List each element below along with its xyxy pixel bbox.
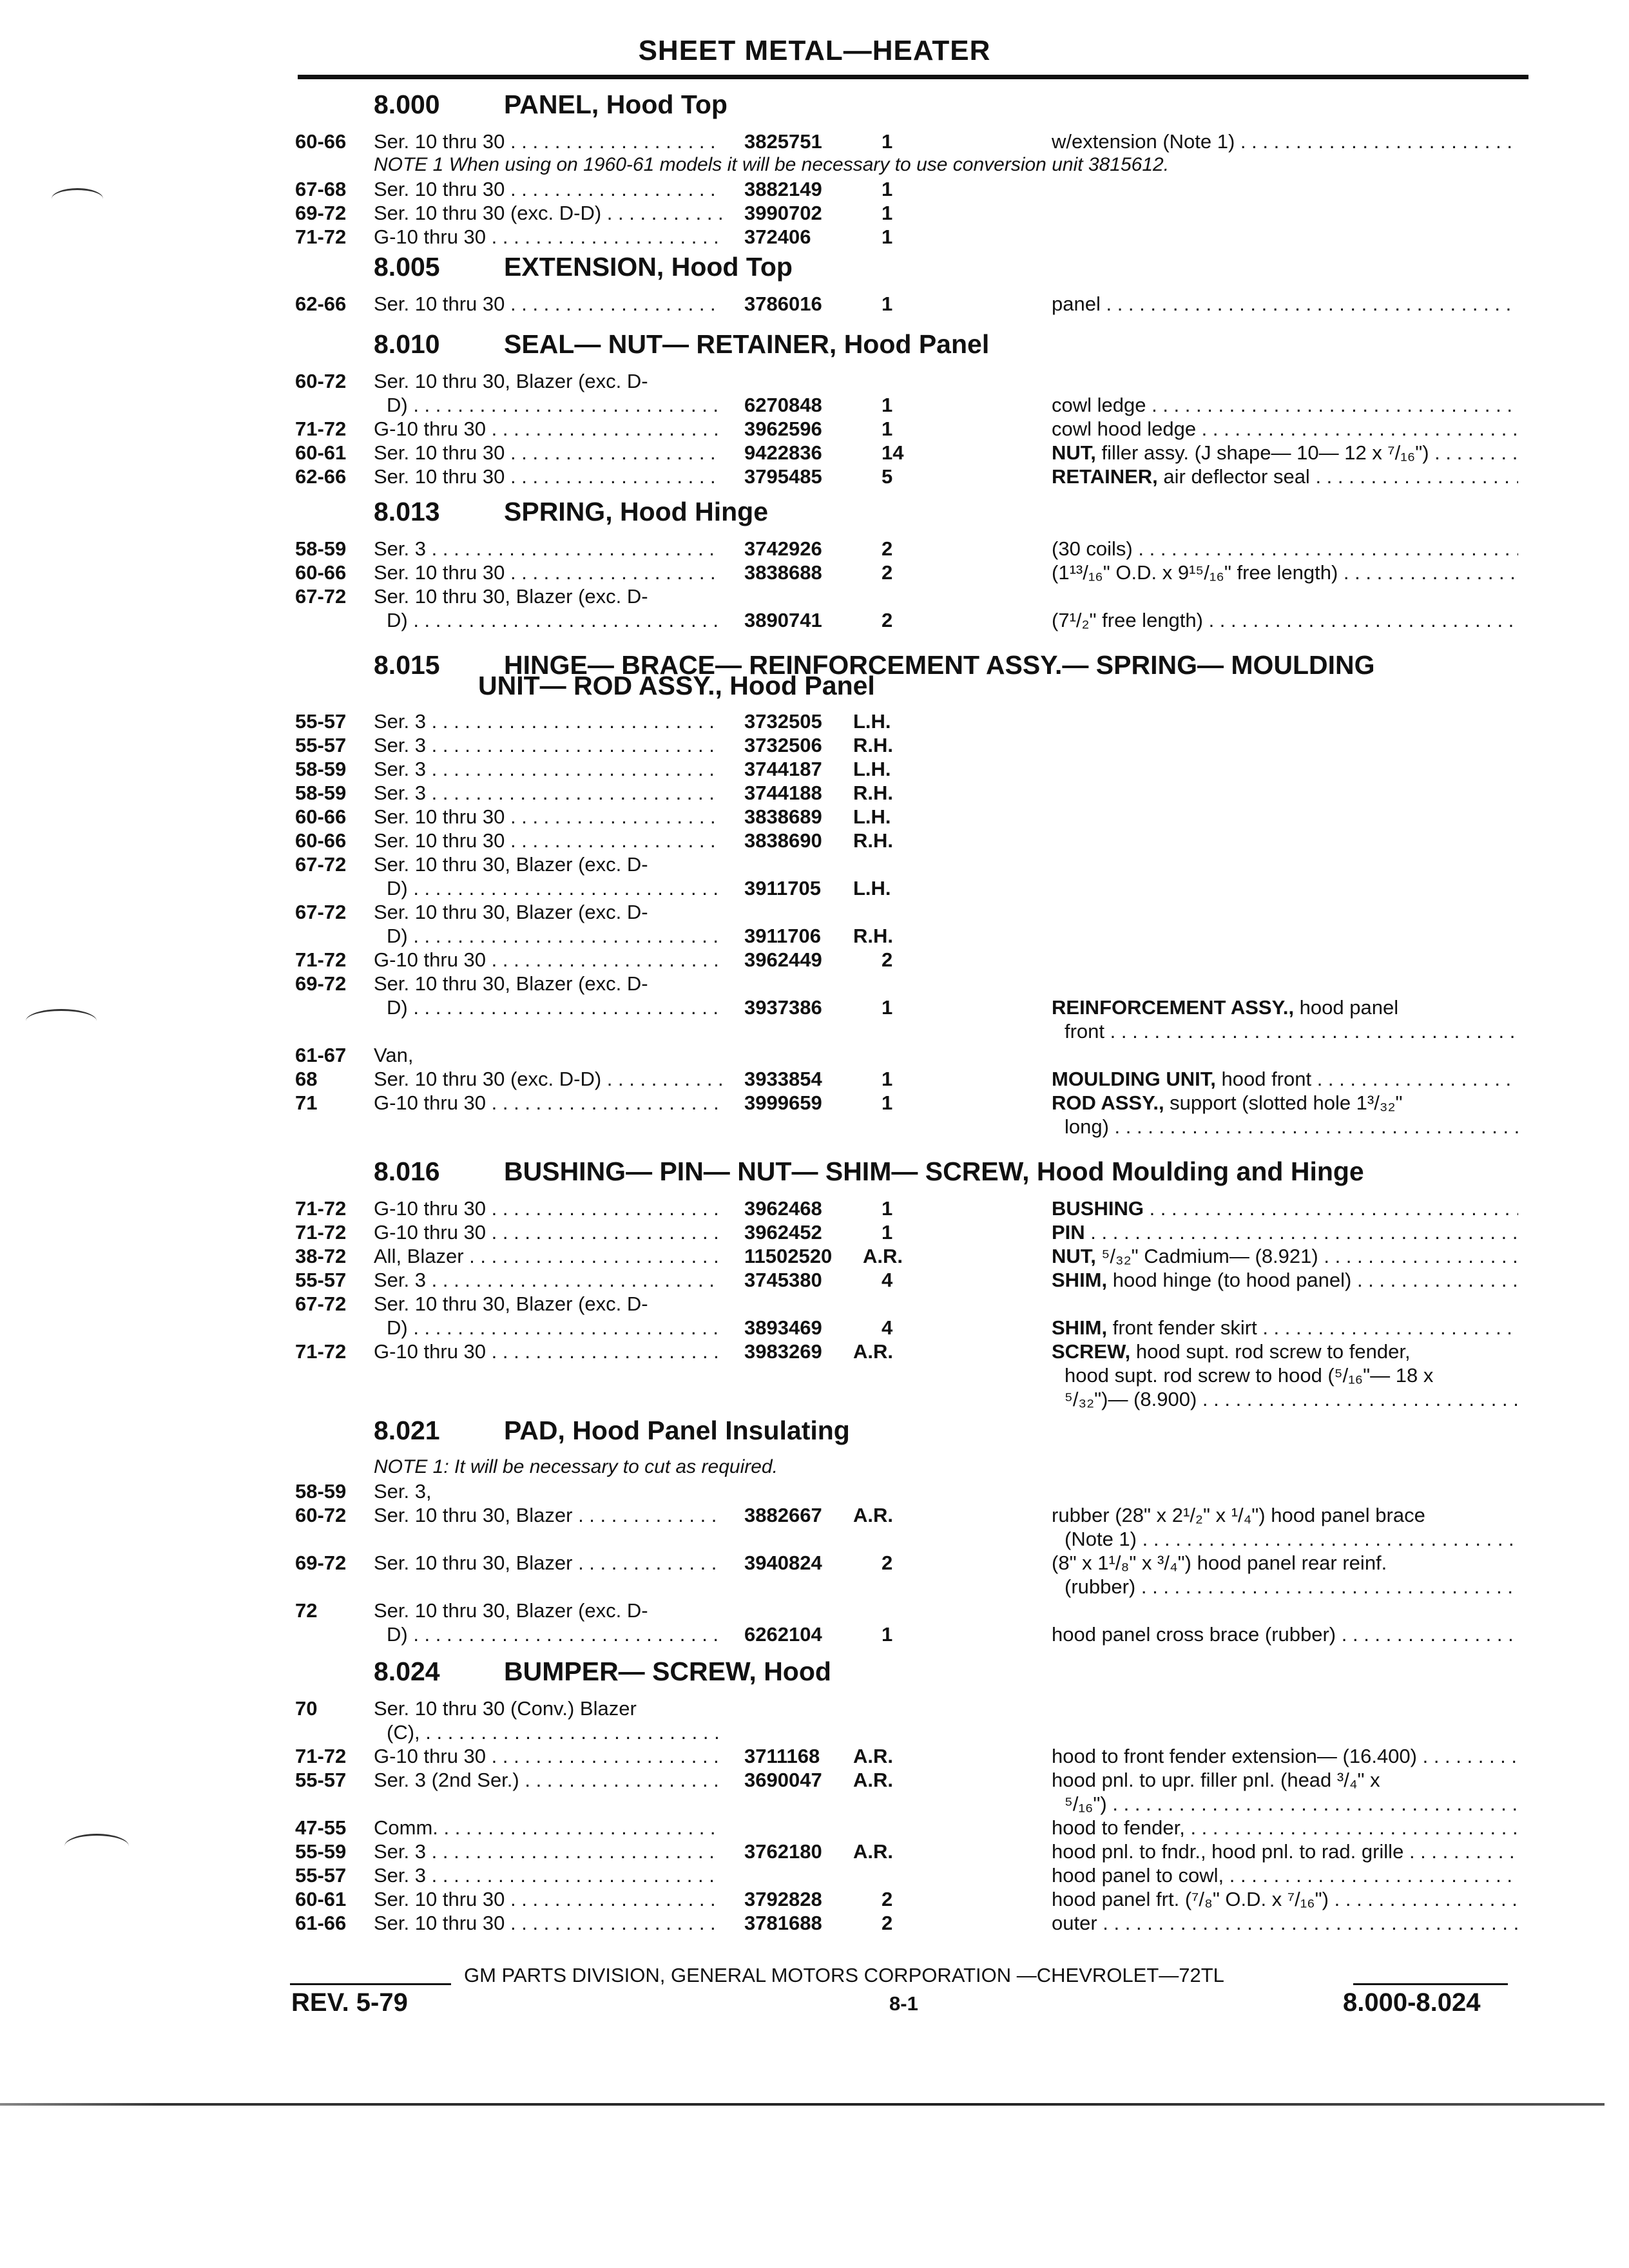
section-title: PAD, Hood Panel Insulating	[504, 1416, 850, 1445]
remarks	[1052, 1504, 1518, 1527]
part-number: 3744188	[744, 782, 822, 804]
model-years: 67-72	[295, 1293, 347, 1315]
quantity: 14	[882, 441, 904, 464]
remarks-keyword: BUSHING	[1052, 1197, 1144, 1220]
part-number: 3933854	[744, 1068, 822, 1090]
part-number: 3732506	[744, 734, 822, 756]
sheet-title: SHEET METAL—HEATER	[638, 35, 991, 66]
revision-label: REV. 5-79	[291, 1988, 408, 2017]
section-number: 8.016	[374, 1157, 440, 1186]
remarks	[1052, 1245, 1518, 1268]
remarks-text: outer	[1052, 1912, 1097, 1934]
model-years: 55-57	[295, 710, 347, 733]
remarks	[1052, 1888, 1518, 1911]
section-range: 8.000-8.024	[1343, 1988, 1481, 2017]
model-years: 55-57	[295, 734, 347, 756]
part-number: 3732505	[744, 710, 822, 733]
model-description-cont: D) . . .	[387, 925, 722, 948]
part-number: 3838690	[744, 829, 822, 852]
margin-mark	[52, 188, 103, 209]
remarks	[1052, 1745, 1518, 1768]
part-number: 3983269	[744, 1340, 822, 1363]
remarks-text: hood panel to cowl,	[1052, 1864, 1224, 1887]
remarks-text: air deflector seal	[1157, 465, 1310, 488]
model-years: 67-72	[295, 901, 347, 923]
page-number: 8-1	[889, 1992, 918, 2015]
model-description: Ser. 3,	[374, 1480, 432, 1503]
model-years: 55-57	[295, 1769, 347, 1791]
part-number: 3882149	[744, 178, 822, 200]
part-number: 3742926	[744, 537, 822, 560]
section-title: BUMPER— SCREW, Hood	[504, 1657, 831, 1686]
model-description: Ser. 10 thru 30, Blazer (exc. D-	[374, 853, 648, 876]
part-number: 3786016	[744, 293, 822, 315]
model-years: 71	[295, 1091, 318, 1114]
remarks-text: filler assy. (J shape— 10— 12 x ⁷/₁₆")	[1095, 441, 1429, 464]
model-years: 38-72	[295, 1245, 347, 1267]
quantity: A.R.	[853, 1769, 893, 1791]
part-number: 6270848	[744, 394, 822, 416]
model-description-cont: D) . . .	[387, 609, 722, 632]
remarks-text: (30 coils)	[1052, 537, 1133, 560]
remarks	[1052, 1864, 1518, 1887]
remarks-text: hood panel frt. (⁷/₈" O.D. x ⁷/₁₆")	[1052, 1888, 1329, 1910]
remarks-cont: (rubber) . . .	[1065, 1575, 1518, 1599]
model-description: G-10 thru 30 . . .	[374, 226, 722, 249]
remarks-cont: ⁵/₁₆") . . .	[1065, 1792, 1518, 1816]
remarks	[1052, 1623, 1518, 1646]
part-number: 3962449	[744, 948, 822, 971]
remarks	[1052, 996, 1518, 1019]
quantity: 1	[882, 1623, 893, 1646]
section-title: PANEL, Hood Top	[504, 90, 728, 119]
model-description-cont: D) . . .	[387, 877, 722, 900]
quantity: L.H.	[853, 710, 891, 733]
model-description: All, Blazer . . .	[374, 1245, 722, 1268]
model-years: 60-61	[295, 441, 347, 464]
model-description: Ser. 3 . . .	[374, 1840, 722, 1863]
part-number: 3893469	[744, 1316, 822, 1339]
remarks	[1052, 1221, 1518, 1244]
model-description: Ser. 10 thru 30 . . .	[374, 441, 722, 465]
remarks-text: hood to fender,	[1052, 1816, 1185, 1839]
quantity: 2	[882, 537, 893, 560]
model-years: 60-66	[295, 805, 347, 828]
quantity: R.H.	[853, 925, 893, 947]
quantity: R.H.	[853, 734, 893, 756]
section-title: HINGE— BRACE— REINFORCEMENT ASSY.— SPRING— MOULDING	[504, 650, 1375, 680]
quantity: L.H.	[853, 805, 891, 828]
part-number: 3911705	[744, 877, 821, 899]
model-description: Ser. 10 thru 30 (exc. D-D) . . .	[374, 202, 722, 225]
remarks	[1052, 1197, 1518, 1220]
model-description: Ser. 10 thru 30, Blazer (exc. D-	[374, 585, 648, 608]
section-note: NOTE 1: It will be necessary to cut as required.	[374, 1456, 778, 1477]
part-number: 3990702	[744, 202, 822, 224]
model-years: 71-72	[295, 948, 347, 971]
model-description: Ser. 10 thru 30 . . .	[374, 293, 722, 316]
model-years: 60-72	[295, 1504, 347, 1526]
section-number: 8.010	[374, 329, 440, 359]
quantity: 1	[882, 996, 893, 1019]
bottom-rule	[0, 2103, 1605, 2106]
part-number: 3882667	[744, 1504, 822, 1526]
model-years: 71-72	[295, 418, 347, 440]
model-description: Ser. 3 . . .	[374, 710, 722, 733]
model-description: Ser. 10 thru 30, Blazer (exc. D-	[374, 1293, 648, 1315]
model-years: 55-57	[295, 1269, 347, 1291]
remarks-text: panel	[1052, 293, 1101, 315]
model-description: G-10 thru 30 . . .	[374, 1091, 722, 1115]
remarks	[1052, 1316, 1518, 1340]
quantity: 1	[882, 178, 893, 200]
part-number: 3940824	[744, 1552, 822, 1574]
section-number: 8.000	[374, 90, 440, 119]
model-description: Ser. 10 thru 30 (exc. D-D) . . .	[374, 1068, 722, 1091]
part-number: 3781688	[744, 1912, 822, 1934]
remarks	[1052, 1340, 1518, 1363]
model-description: Ser. 10 thru 30 . . .	[374, 805, 722, 829]
part-number: 3825751	[744, 130, 822, 153]
model-years: 69-72	[295, 1552, 347, 1574]
remarks-keyword: REINFORCEMENT ASSY.,	[1052, 996, 1295, 1019]
quantity: 2	[882, 1912, 893, 1934]
quantity: 2	[882, 1552, 893, 1574]
remarks	[1052, 561, 1518, 584]
model-years: 72	[295, 1599, 318, 1622]
remarks	[1052, 465, 1518, 488]
quantity: A.R.	[853, 1504, 893, 1526]
section-title: SEAL— NUT— RETAINER, Hood Panel	[504, 329, 990, 359]
remarks-text: (8" x 1¹/₈" x ³/₄") hood panel rear reinf.	[1052, 1552, 1387, 1574]
margin-mark	[64, 1834, 129, 1859]
model-description: Ser. 3 . . .	[374, 758, 722, 781]
model-years: 58-59	[295, 1480, 347, 1503]
model-description: Ser. 3 (2nd Ser.) . . .	[374, 1769, 722, 1792]
model-description-cont: D) . . .	[387, 394, 722, 417]
model-years: 69-72	[295, 202, 347, 224]
quantity: 1	[882, 130, 893, 153]
part-number: 3745380	[744, 1269, 822, 1291]
model-description: Ser. 3 . . .	[374, 1864, 722, 1887]
model-years: 55-59	[295, 1840, 347, 1863]
part-number: 3711168	[744, 1745, 820, 1767]
remarks-keyword: SHIM,	[1052, 1316, 1108, 1339]
remarks	[1052, 1769, 1518, 1792]
remarks-keyword: RETAINER,	[1052, 465, 1158, 488]
model-description: Ser. 10 thru 30, Blazer (exc. D-	[374, 1599, 648, 1622]
quantity: 2	[882, 561, 893, 584]
model-description: G-10 thru 30 . . .	[374, 1197, 722, 1220]
quantity: 1	[882, 1221, 893, 1244]
quantity: 1	[882, 1091, 893, 1114]
quantity: 2	[882, 948, 893, 971]
model-description: G-10 thru 30 . . .	[374, 1221, 722, 1244]
section-title: EXTENSION, Hood Top	[504, 252, 793, 282]
quantity: A.R.	[863, 1245, 903, 1267]
model-description-cont: (C), . . .	[387, 1721, 722, 1744]
model-description: G-10 thru 30 . . .	[374, 1340, 722, 1363]
remarks-text: support (slotted hole 1³/₃₂"	[1164, 1091, 1403, 1114]
model-description: Ser. 10 thru 30 . . .	[374, 829, 722, 852]
model-years: 67-68	[295, 178, 347, 200]
quantity: 2	[882, 609, 893, 631]
quantity: R.H.	[853, 829, 893, 852]
model-description: Ser. 3 . . .	[374, 537, 722, 561]
remarks	[1052, 1840, 1518, 1863]
section-number: 8.005	[374, 252, 440, 282]
remarks-text: ⁵/₃₂" Cadmium— (8.921)	[1095, 1245, 1318, 1267]
remarks-keyword: ROD ASSY.,	[1052, 1091, 1164, 1114]
part-number: 3838688	[744, 561, 822, 584]
remarks-text: cowl ledge	[1052, 394, 1146, 416]
model-description: Ser. 10 thru 30 . . .	[374, 1888, 722, 1911]
remarks-cont: front . . .	[1065, 1020, 1518, 1043]
model-description-cont: D) . . .	[387, 996, 722, 1019]
model-years: 62-66	[295, 465, 347, 488]
model-description-cont: D) . . .	[387, 1623, 722, 1646]
model-description: Ser. 3 . . .	[374, 734, 722, 757]
model-years: 58-59	[295, 758, 347, 780]
remarks-cont: long) . . .	[1065, 1115, 1518, 1139]
remarks-text: hood supt. rod screw to fender,	[1130, 1340, 1411, 1363]
quantity: 1	[882, 226, 893, 248]
model-description: Van,	[374, 1044, 414, 1066]
model-description: Ser. 10 thru 30 . . .	[374, 561, 722, 584]
model-years: 67-72	[295, 853, 347, 876]
remarks-keyword: SHIM,	[1052, 1269, 1108, 1291]
remarks-text: rubber (28" x 2¹/₂" x ¹/₄") hood panel brace	[1052, 1504, 1425, 1526]
model-description: Ser. 10 thru 30 . . .	[374, 178, 722, 201]
model-description: Ser. 10 thru 30 . . .	[374, 130, 722, 153]
model-years: 58-59	[295, 537, 347, 560]
model-years: 71-72	[295, 1197, 347, 1220]
part-number: 3690047	[744, 1769, 822, 1791]
remarks	[1052, 441, 1518, 465]
remarks-text: hood pnl. to upr. filler pnl. (head ³/₄" x	[1052, 1769, 1380, 1791]
model-description: Ser. 10 thru 30 (Conv.) Blazer	[374, 1697, 637, 1720]
part-number: 3792828	[744, 1888, 822, 1910]
quantity: 2	[882, 1888, 893, 1910]
remarks-cont: ⁵/₃₂")— (8.900) . . .	[1065, 1388, 1518, 1411]
footer-division: GM PARTS DIVISION, GENERAL MOTORS CORPORATION —CHEVROLET—72TL	[464, 1964, 1224, 1986]
part-number: 3937386	[744, 996, 822, 1019]
model-years: 60-66	[295, 561, 347, 584]
quantity: A.R.	[853, 1840, 893, 1863]
model-years: 71-72	[295, 1340, 347, 1363]
part-number: 11502520	[744, 1245, 833, 1267]
quantity: 1	[882, 394, 893, 416]
section-note: NOTE 1 When using on 1960-61 models it will be necessary to use conversion unit 3815612.	[374, 154, 1170, 175]
model-years: 69-72	[295, 972, 347, 995]
section-title-cont: UNIT— ROD ASSY., Hood Panel	[478, 671, 875, 700]
part-number: 3744187	[744, 758, 822, 780]
section-title: BUSHING— PIN— NUT— SHIM— SCREW, Hood Moulding and Hinge	[504, 1157, 1364, 1186]
model-description: G-10 thru 30 . . .	[374, 418, 722, 441]
model-description: Ser. 10 thru 30, Blazer . . .	[374, 1552, 722, 1575]
remarks-text: w/extension (Note 1)	[1052, 130, 1235, 153]
remarks-text: hood pnl. to fndr., hood pnl. to rad. grille	[1052, 1840, 1404, 1863]
section-number: 8.013	[374, 497, 440, 526]
model-description: Ser. 10 thru 30 . . .	[374, 1912, 722, 1935]
part-number: 3762180	[744, 1840, 822, 1863]
model-years: 61-66	[295, 1912, 347, 1934]
model-description: Ser. 10 thru 30 . . .	[374, 465, 722, 488]
remarks	[1052, 1068, 1518, 1091]
remarks	[1052, 1552, 1518, 1575]
model-years: 71-72	[295, 226, 347, 248]
model-years: 68	[295, 1068, 318, 1090]
remarks-text: (1¹³/₁₆" O.D. x 9¹⁵/₁₆" free length)	[1052, 561, 1338, 584]
model-description-cont: D) . . .	[387, 1316, 722, 1340]
part-number: 372406	[744, 226, 811, 248]
section-title: SPRING, Hood Hinge	[504, 497, 768, 526]
model-description: Ser. 10 thru 30, Blazer (exc. D-	[374, 901, 648, 923]
remarks	[1052, 130, 1518, 153]
remarks-keyword: NUT,	[1052, 1245, 1096, 1267]
quantity: 1	[882, 1197, 893, 1220]
remarks-keyword: SCREW,	[1052, 1340, 1131, 1363]
model-years: 60-66	[295, 130, 347, 153]
remarks	[1052, 293, 1518, 316]
quantity: A.R.	[853, 1340, 893, 1363]
part-number: 6262104	[744, 1623, 822, 1646]
remarks-cont: (Note 1) . . .	[1065, 1528, 1518, 1551]
model-years: 60-72	[295, 370, 347, 392]
model-description: Ser. 3 . . .	[374, 1269, 722, 1292]
quantity: 1	[882, 418, 893, 440]
model-years: 60-61	[295, 1888, 347, 1910]
remarks-cont: hood supt. rod screw to hood (⁵/₁₆"— 18 x	[1065, 1364, 1434, 1387]
remarks-text: hood panel cross brace (rubber)	[1052, 1623, 1336, 1646]
remarks-text: front fender skirt	[1107, 1316, 1257, 1339]
quantity: A.R.	[853, 1745, 893, 1767]
remarks	[1052, 1269, 1518, 1292]
remarks	[1052, 1816, 1518, 1840]
part-number: 3838689	[744, 805, 822, 828]
remarks	[1052, 537, 1518, 561]
part-number: 3890741	[744, 609, 822, 631]
model-years: 47-55	[295, 1816, 347, 1839]
model-years: 55-57	[295, 1864, 347, 1887]
part-number: 3962452	[744, 1221, 822, 1244]
model-description: G-10 thru 30 . . .	[374, 948, 722, 972]
model-years: 67-72	[295, 585, 347, 608]
remarks	[1052, 418, 1518, 441]
model-years: 71-72	[295, 1745, 347, 1767]
part-number: 3962468	[744, 1197, 822, 1220]
remarks-text: hood hinge (to hood panel)	[1107, 1269, 1352, 1291]
remarks-keyword: PIN	[1052, 1221, 1085, 1244]
section-number: 8.015	[374, 650, 440, 680]
remarks-keyword: NUT,	[1052, 441, 1096, 464]
quantity: L.H.	[853, 877, 891, 899]
margin-mark	[26, 1009, 97, 1033]
part-number: 3962596	[744, 418, 822, 440]
quantity: 5	[882, 465, 893, 488]
remarks	[1052, 609, 1518, 632]
part-number: 3999659	[744, 1091, 822, 1114]
remarks	[1052, 1912, 1518, 1935]
section-number: 8.024	[374, 1657, 440, 1686]
quantity: 4	[882, 1269, 893, 1291]
footer-rule-left	[290, 1983, 451, 1985]
remarks-text: hood to front fender extension— (16.400)	[1052, 1745, 1417, 1767]
remarks	[1052, 1091, 1518, 1115]
section-number: 8.021	[374, 1416, 440, 1445]
quantity: R.H.	[853, 782, 893, 804]
remarks-text: cowl hood ledge	[1052, 418, 1197, 440]
model-years: 70	[295, 1697, 318, 1720]
remarks-text: hood panel	[1294, 996, 1399, 1019]
model-description: Ser. 3 . . .	[374, 782, 722, 805]
model-description: Ser. 10 thru 30, Blazer (exc. D-	[374, 972, 648, 995]
model-description: Comm. . . .	[374, 1816, 722, 1840]
quantity: 4	[882, 1316, 893, 1339]
part-number: 3911706	[744, 925, 821, 947]
quantity: 1	[882, 202, 893, 224]
model-years: 58-59	[295, 782, 347, 804]
quantity: 1	[882, 1068, 893, 1090]
model-description: Ser. 10 thru 30, Blazer (exc. D-	[374, 370, 648, 392]
model-description: G-10 thru 30 . . .	[374, 1745, 722, 1768]
model-years: 71-72	[295, 1221, 347, 1244]
model-years: 62-66	[295, 293, 347, 315]
model-years: 60-66	[295, 829, 347, 852]
remarks-text: (7¹/₂" free length)	[1052, 609, 1203, 631]
quantity: 1	[882, 293, 893, 315]
remarks-keyword: MOULDING UNIT,	[1052, 1068, 1216, 1090]
footer-rule-right	[1353, 1983, 1508, 1985]
part-number: 9422836	[744, 441, 822, 464]
part-number: 3795485	[744, 465, 822, 488]
model-description: Ser. 10 thru 30, Blazer . . .	[374, 1504, 722, 1527]
quantity: L.H.	[853, 758, 891, 780]
model-years: 61-67	[295, 1044, 347, 1066]
remarks	[1052, 394, 1518, 417]
remarks-text: hood front	[1215, 1068, 1312, 1090]
